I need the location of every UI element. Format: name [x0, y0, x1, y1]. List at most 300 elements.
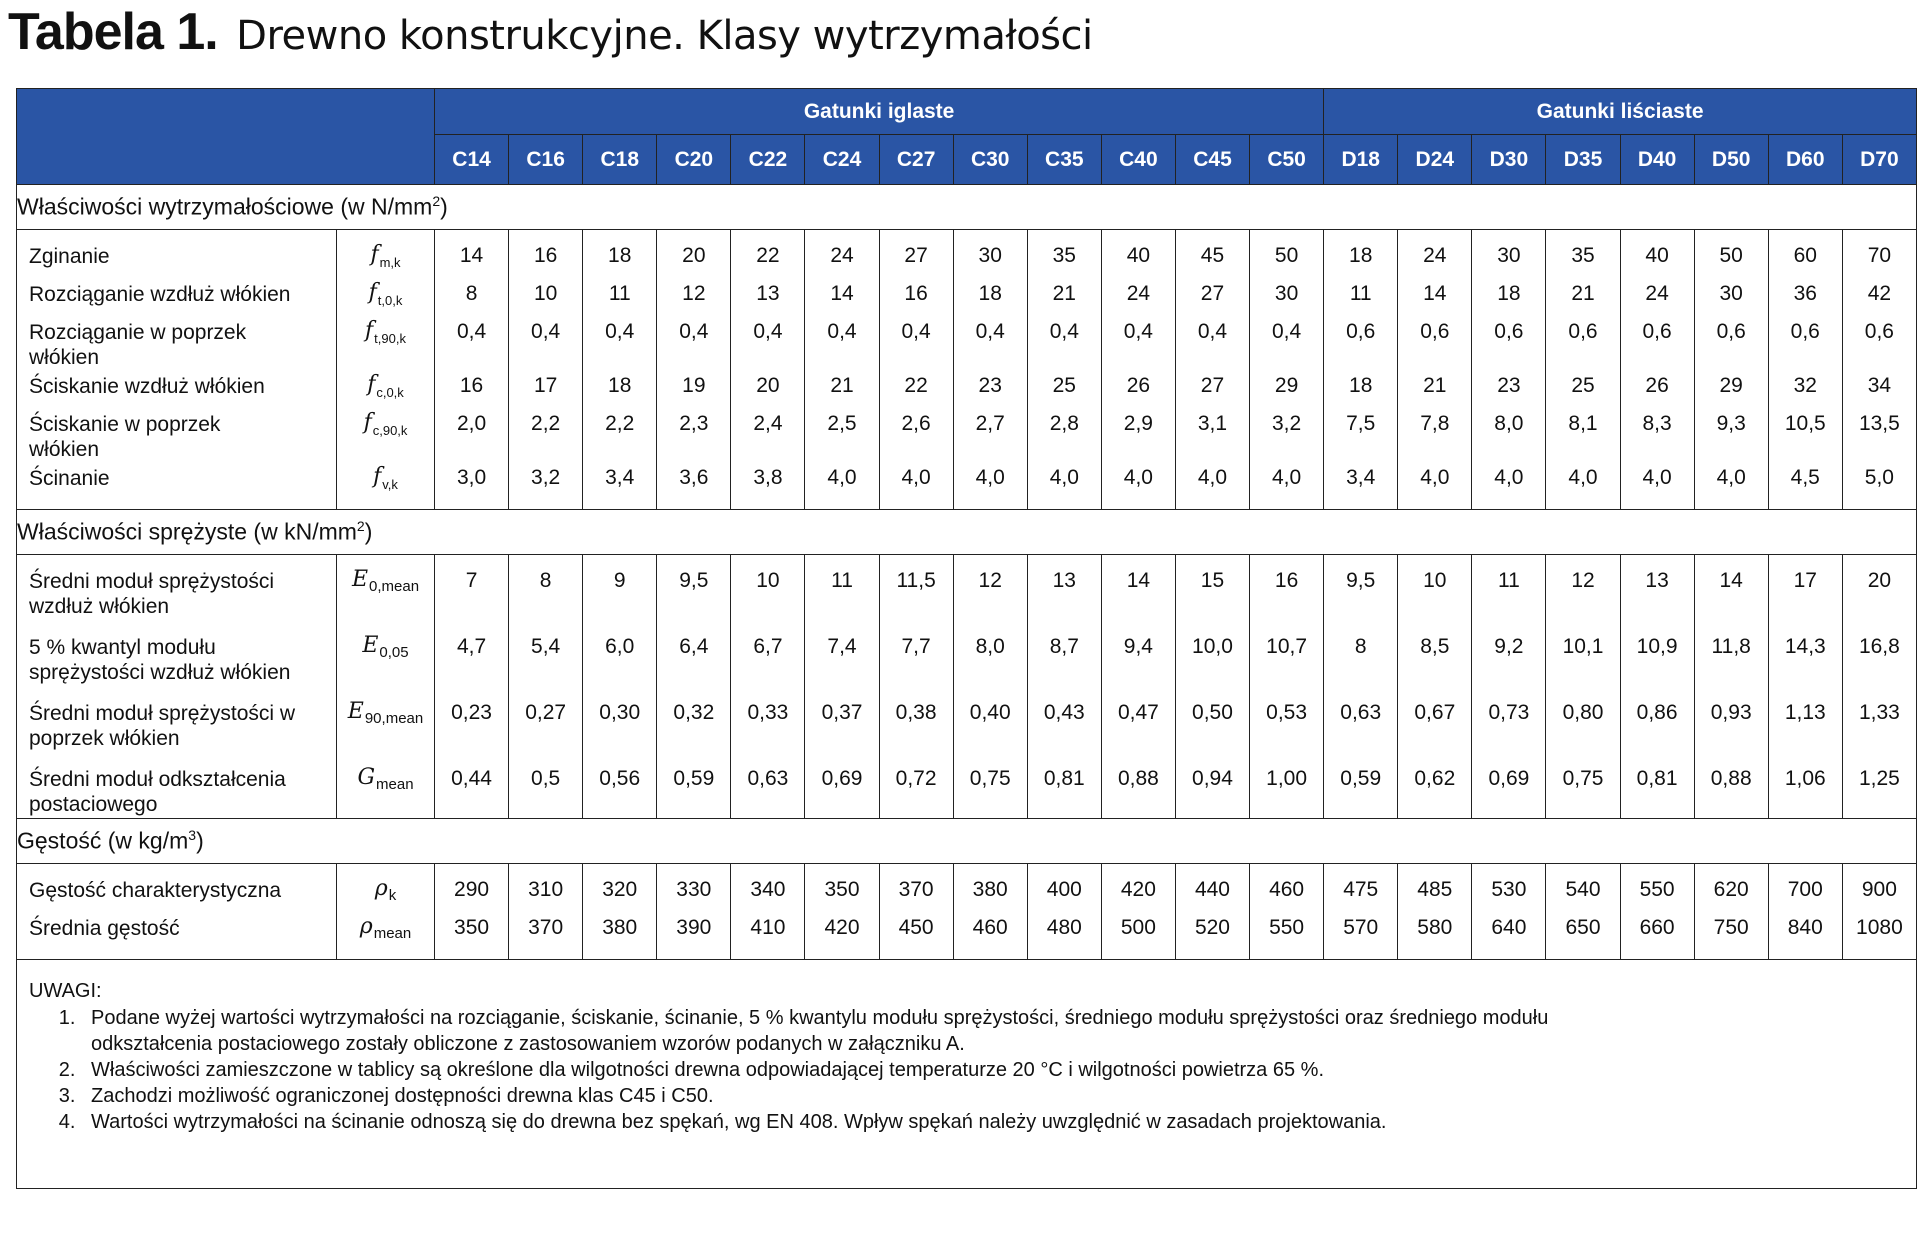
section-heading [17, 819, 1917, 864]
value-cell: 10 [1398, 555, 1472, 621]
value-cell: 0,6 [1768, 316, 1842, 370]
value-cell: 7,8 [1398, 408, 1472, 462]
value-cell: 2,7 [953, 408, 1027, 462]
value-cell: 3,6 [657, 462, 731, 510]
value-cell: 480 [1027, 912, 1101, 960]
value-cell: 13 [1027, 555, 1101, 621]
value-cell: 350 [435, 912, 509, 960]
value-cell: 29 [1250, 370, 1324, 408]
value-cell: 6,7 [731, 621, 805, 687]
value-cell: 0,6 [1546, 316, 1620, 370]
value-cell: 1080 [1842, 912, 1916, 960]
table-title [8, 2, 1093, 72]
value-cell: 19 [657, 370, 731, 408]
class-header: D24 [1398, 135, 1472, 185]
value-cell: 14 [1101, 555, 1175, 621]
value-cell: 7 [435, 555, 509, 621]
symbol-letter: f [368, 279, 377, 305]
symbol-subscript: t,0,k [377, 292, 403, 308]
value-cell: 1,33 [1842, 687, 1916, 753]
value-cell: 4,0 [1694, 462, 1768, 510]
symbol-subscript: m,k [379, 255, 401, 270]
value-cell: 1,06 [1768, 753, 1842, 819]
value-cell: 750 [1694, 912, 1768, 960]
table-title-caption: Drewno konstrukcyjne. Klasy wytrzymałości [236, 13, 1093, 59]
value-cell: 16 [509, 230, 583, 278]
class-header: C30 [953, 135, 1027, 185]
value-cell: 8 [435, 278, 509, 316]
value-cell: 0,86 [1620, 687, 1694, 753]
property-label-line: Ścinanie [29, 466, 110, 490]
value-cell: 475 [1324, 864, 1398, 912]
value-cell: 9,5 [657, 555, 731, 621]
symbol-subscript: t,90,k [374, 330, 406, 346]
value-cell: 0,4 [657, 316, 731, 370]
value-cell: 22 [731, 230, 805, 278]
symbol-letter: f [373, 463, 382, 489]
value-cell: 14,3 [1768, 621, 1842, 687]
value-cell: 40 [1620, 230, 1694, 278]
value-cell: 0,4 [1101, 316, 1175, 370]
value-cell: 70 [1842, 230, 1916, 278]
value-cell: 4,0 [1027, 462, 1101, 510]
value-cell: 340 [731, 864, 805, 912]
value-cell: 20 [731, 370, 805, 408]
value-cell: 0,4 [509, 316, 583, 370]
value-cell: 11 [583, 278, 657, 316]
value-cell: 380 [953, 864, 1027, 912]
class-header: C24 [805, 135, 879, 185]
value-cell: 10,0 [1175, 621, 1249, 687]
symbol-letter: f [370, 242, 379, 267]
section-heading-close: ) [364, 518, 373, 545]
property-symbol [337, 687, 435, 753]
value-cell: 2,8 [1027, 408, 1101, 462]
value-cell: 0,4 [1027, 316, 1101, 370]
value-cell: 550 [1250, 912, 1324, 960]
note-line: 2. Właściwości zamieszczone w tablicy są określone dla wilgotności drewna odpowiadającej temperaturze 20 °C i wilgotności powietrza 65 %. [91, 1059, 1325, 1081]
value-cell: 550 [1620, 864, 1694, 912]
value-cell: 2,2 [509, 408, 583, 462]
value-cell: 540 [1546, 864, 1620, 912]
symbol-subscript: mean [376, 775, 414, 793]
class-header: C45 [1175, 135, 1249, 185]
value-cell: 3,4 [1324, 462, 1398, 510]
symbol-letter: E [362, 632, 379, 658]
value-cell: 23 [1472, 370, 1546, 408]
value-cell: 21 [1546, 278, 1620, 316]
value-cell: 0,6 [1398, 316, 1472, 370]
class-header: D18 [1324, 135, 1398, 185]
table-row [17, 864, 1917, 912]
property-label [17, 753, 337, 819]
value-cell: 0,4 [1250, 316, 1324, 370]
value-cell: 7,7 [879, 621, 953, 687]
value-cell: 530 [1472, 864, 1546, 912]
table-title-number: Tabela 1. [8, 3, 218, 61]
value-cell: 0,81 [1027, 753, 1101, 819]
value-cell: 21 [1398, 370, 1472, 408]
value-cell: 16 [435, 370, 509, 408]
property-symbol [337, 912, 435, 960]
property-label-line: Ściskanie wzdłuż włókien [29, 374, 265, 398]
value-cell: 520 [1175, 912, 1249, 960]
property-symbol [337, 753, 435, 819]
value-cell: 4,0 [1472, 462, 1546, 510]
value-cell: 570 [1324, 912, 1398, 960]
value-cell: 700 [1768, 864, 1842, 912]
property-symbol [337, 278, 435, 316]
value-cell: 8,1 [1546, 408, 1620, 462]
value-cell: 30 [1250, 278, 1324, 316]
class-header: C35 [1027, 135, 1101, 185]
value-cell: 4,5 [1768, 462, 1842, 510]
value-cell: 12 [1546, 555, 1620, 621]
property-symbol [337, 370, 435, 408]
value-cell: 0,73 [1472, 687, 1546, 753]
value-cell: 0,43 [1027, 687, 1101, 753]
class-header: C40 [1101, 135, 1175, 185]
value-cell: 4,0 [1175, 462, 1249, 510]
value-cell: 16,8 [1842, 621, 1916, 687]
table-row [17, 370, 1917, 408]
symbol-subscript: v,k [382, 476, 398, 492]
value-cell: 2,6 [879, 408, 953, 462]
class-header: C27 [879, 135, 953, 185]
value-cell: 11,5 [879, 555, 953, 621]
property-label [17, 462, 337, 510]
value-cell: 25 [1546, 370, 1620, 408]
value-cell: 0,59 [657, 753, 731, 819]
value-cell: 660 [1620, 912, 1694, 960]
value-cell: 0,5 [509, 753, 583, 819]
value-cell: 14 [805, 278, 879, 316]
note-item [81, 1109, 1904, 1135]
value-cell: 0,4 [583, 316, 657, 370]
value-cell: 18 [583, 370, 657, 408]
value-cell: 0,69 [1472, 753, 1546, 819]
value-cell: 25 [1027, 370, 1101, 408]
value-cell: 330 [657, 864, 731, 912]
value-cell: 450 [879, 912, 953, 960]
value-cell: 320 [583, 864, 657, 912]
value-cell: 900 [1842, 864, 1916, 912]
value-cell: 40 [1101, 230, 1175, 278]
value-cell: 0,81 [1620, 753, 1694, 819]
class-header: C16 [509, 135, 583, 185]
value-cell: 650 [1546, 912, 1620, 960]
value-cell: 640 [1472, 912, 1546, 960]
note-line: 4. Wartości wytrzymałości na ścinanie odnoszą się do drewna bez spękań, wg EN 408. Wpływ spękań należy uwzględnić w zasadach projektowania. [91, 1111, 1387, 1133]
value-cell: 13,5 [1842, 408, 1916, 462]
property-label-line: poprzek włókien [29, 726, 180, 750]
value-cell: 620 [1694, 864, 1768, 912]
value-cell: 24 [1101, 278, 1175, 316]
value-cell: 3,1 [1175, 408, 1249, 462]
section-heading-text: Gęstość (w kg/m [17, 827, 189, 854]
value-cell: 290 [435, 864, 509, 912]
value-cell: 50 [1694, 230, 1768, 278]
property-label [17, 408, 337, 462]
value-cell: 0,4 [731, 316, 805, 370]
value-cell: 4,0 [1398, 462, 1472, 510]
property-symbol [337, 230, 435, 278]
value-cell: 7,4 [805, 621, 879, 687]
value-cell: 2,3 [657, 408, 731, 462]
strength-classes-table [16, 88, 1917, 1189]
value-cell: 0,63 [1324, 687, 1398, 753]
value-cell: 20 [657, 230, 731, 278]
value-cell: 0,4 [953, 316, 1027, 370]
value-cell: 14 [1398, 278, 1472, 316]
table-row [17, 408, 1917, 462]
table-row [17, 316, 1917, 370]
value-cell: 8,0 [1472, 408, 1546, 462]
symbol-subscript: 90,mean [364, 709, 424, 727]
notes-section [17, 960, 1917, 1189]
value-cell: 0,4 [879, 316, 953, 370]
table-row [17, 912, 1917, 960]
value-cell: 27 [1175, 278, 1249, 316]
value-cell: 0,6 [1842, 316, 1916, 370]
value-cell: 16 [879, 278, 953, 316]
value-cell: 10,5 [1768, 408, 1842, 462]
value-cell: 0,4 [805, 316, 879, 370]
value-cell: 9,2 [1472, 621, 1546, 687]
property-symbol [337, 555, 435, 621]
table-row [17, 462, 1917, 510]
value-cell: 0,88 [1101, 753, 1175, 819]
property-label [17, 316, 337, 370]
value-cell: 27 [879, 230, 953, 278]
class-header: C14 [435, 135, 509, 185]
property-label [17, 621, 337, 687]
value-cell: 0,47 [1101, 687, 1175, 753]
value-cell: 0,38 [879, 687, 953, 753]
property-label-line: Rozciąganie w poprzek [29, 320, 247, 344]
value-cell: 29 [1694, 370, 1768, 408]
value-cell: 50 [1250, 230, 1324, 278]
value-cell: 8,0 [953, 621, 1027, 687]
value-cell: 24 [1620, 278, 1694, 316]
property-label-line: Średni moduł odkształcenia [29, 767, 286, 791]
value-cell: 45 [1175, 230, 1249, 278]
value-cell: 485 [1398, 864, 1472, 912]
value-cell: 0,50 [1175, 687, 1249, 753]
class-header: D70 [1842, 135, 1916, 185]
value-cell: 370 [509, 912, 583, 960]
value-cell: 18 [953, 278, 1027, 316]
value-cell: 0,4 [435, 316, 509, 370]
value-cell: 0,56 [583, 753, 657, 819]
value-cell: 10,7 [1250, 621, 1324, 687]
property-label [17, 912, 337, 960]
property-label-line: włókien [29, 437, 100, 461]
value-cell: 2,2 [583, 408, 657, 462]
value-cell: 22 [879, 370, 953, 408]
group-header: Gatunki iglaste [435, 89, 1324, 135]
value-cell: 8,7 [1027, 621, 1101, 687]
value-cell: 10 [509, 278, 583, 316]
value-cell: 10,1 [1546, 621, 1620, 687]
value-cell: 380 [583, 912, 657, 960]
value-cell: 10 [731, 555, 805, 621]
property-label [17, 687, 337, 753]
property-label-line: postaciowego [29, 792, 158, 816]
value-cell: 2,4 [731, 408, 805, 462]
value-cell: 1,13 [1768, 687, 1842, 753]
value-cell: 4,0 [953, 462, 1027, 510]
symbol-subscript: c,90,k [372, 422, 408, 438]
value-cell: 5,4 [509, 621, 583, 687]
value-cell: 400 [1027, 864, 1101, 912]
property-label-line: 5 % kwantyl modułu [29, 635, 216, 659]
value-cell: 3,0 [435, 462, 509, 510]
value-cell: 0,59 [1324, 753, 1398, 819]
property-symbol [337, 864, 435, 912]
value-cell: 0,33 [731, 687, 805, 753]
value-cell: 6,4 [657, 621, 731, 687]
notes-list [29, 1005, 1904, 1135]
value-cell: 36 [1768, 278, 1842, 316]
value-cell: 0,40 [953, 687, 1027, 753]
value-cell: 0,88 [1694, 753, 1768, 819]
value-cell: 0,62 [1398, 753, 1472, 819]
section-heading-close: ) [440, 193, 448, 220]
value-cell: 0,67 [1398, 687, 1472, 753]
value-cell: 420 [805, 912, 879, 960]
value-cell: 2,5 [805, 408, 879, 462]
section-heading-exponent: 3 [188, 827, 197, 844]
value-cell: 4,0 [1101, 462, 1175, 510]
value-cell: 0,93 [1694, 687, 1768, 753]
class-header: C20 [657, 135, 731, 185]
symbol-subscript: k [388, 887, 397, 904]
value-cell: 310 [509, 864, 583, 912]
note-item [81, 1005, 1904, 1057]
value-cell: 11 [805, 555, 879, 621]
value-cell: 26 [1101, 370, 1175, 408]
table-row [17, 555, 1917, 621]
value-cell: 17 [1768, 555, 1842, 621]
table-row [17, 753, 1917, 819]
property-label [17, 230, 337, 278]
value-cell: 11 [1472, 555, 1546, 621]
value-cell: 2,0 [435, 408, 509, 462]
value-cell: 9,5 [1324, 555, 1398, 621]
class-header: C50 [1250, 135, 1324, 185]
value-cell: 3,2 [509, 462, 583, 510]
group-header: Gatunki liściaste [1324, 89, 1917, 135]
property-label-line: wzdłuż włókien [29, 595, 170, 618]
value-cell: 5,0 [1842, 462, 1916, 510]
value-cell: 20 [1842, 555, 1916, 621]
value-cell: 840 [1768, 912, 1842, 960]
property-label-line: Ściskanie w poprzek [29, 412, 221, 436]
table-row [17, 621, 1917, 687]
value-cell: 21 [1027, 278, 1101, 316]
value-cell: 0,75 [1546, 753, 1620, 819]
value-cell: 34 [1842, 370, 1916, 408]
value-cell: 0,80 [1546, 687, 1620, 753]
symbol-letter: G [357, 764, 376, 790]
section-heading-text: Właściwości sprężyste (w kN/mm [17, 518, 357, 545]
value-cell: 0,6 [1472, 316, 1546, 370]
value-cell: 18 [1472, 278, 1546, 316]
value-cell: 35 [1546, 230, 1620, 278]
value-cell: 8 [1324, 621, 1398, 687]
value-cell: 0,53 [1250, 687, 1324, 753]
note-line: 1. Podane wyżej wartości wytrzymałości na rozciąganie, ściskanie, ścinanie, 5 % kwantylu modułu sprężystości, średniego modułu sprężystości oraz średniego modułu [91, 1007, 1549, 1029]
value-cell: 21 [805, 370, 879, 408]
property-symbol [337, 462, 435, 510]
symbol-letter: ρ [374, 876, 388, 901]
symbol-subscript: c,0,k [376, 384, 404, 400]
value-cell: 0,23 [435, 687, 509, 753]
section-heading-exponent: 2 [432, 193, 441, 210]
value-cell: 0,27 [509, 687, 583, 753]
value-cell: 0,6 [1694, 316, 1768, 370]
value-cell: 440 [1175, 864, 1249, 912]
property-label-line: Gęstość charakterystyczna [29, 879, 282, 902]
note-item [81, 1057, 1904, 1083]
value-cell: 24 [1398, 230, 1472, 278]
value-cell: 580 [1398, 912, 1472, 960]
value-cell: 0,63 [731, 753, 805, 819]
property-symbol [337, 408, 435, 462]
note-line: 3. Zachodzi możliwość ograniczonej dostępności drewna klas C45 i C50. [91, 1085, 714, 1107]
value-cell: 420 [1101, 864, 1175, 912]
value-cell: 0,69 [805, 753, 879, 819]
value-cell: 4,0 [805, 462, 879, 510]
value-cell: 0,32 [657, 687, 731, 753]
property-label-line: Średni moduł sprężystości [29, 570, 275, 593]
note-item [81, 1083, 1904, 1109]
property-label [17, 370, 337, 408]
value-cell: 1,00 [1250, 753, 1324, 819]
value-cell: 0,4 [1175, 316, 1249, 370]
value-cell: 9,3 [1694, 408, 1768, 462]
symbol-letter: f [363, 409, 372, 435]
section-heading [17, 185, 1917, 230]
notes-title: UWAGI: [29, 980, 102, 1002]
value-cell: 7,5 [1324, 408, 1398, 462]
value-cell: 8,3 [1620, 408, 1694, 462]
value-cell: 390 [657, 912, 731, 960]
class-header: D50 [1694, 135, 1768, 185]
value-cell: 24 [805, 230, 879, 278]
section-heading-close: ) [196, 827, 204, 854]
value-cell: 370 [879, 864, 953, 912]
value-cell: 42 [1842, 278, 1916, 316]
value-cell: 11 [1324, 278, 1398, 316]
value-cell: 60 [1768, 230, 1842, 278]
value-cell: 13 [731, 278, 805, 316]
value-cell: 500 [1101, 912, 1175, 960]
value-cell: 14 [1694, 555, 1768, 621]
section-heading-text: Właściwości wytrzymałościowe (w N/mm [17, 193, 433, 220]
value-cell: 6,0 [583, 621, 657, 687]
symbol-letter: f [367, 371, 376, 397]
value-cell: 8 [509, 555, 583, 621]
property-label-line: sprężystości wzdłuż włókien [29, 660, 291, 684]
section-heading [17, 510, 1917, 555]
value-cell: 0,72 [879, 753, 953, 819]
header-blank-cell [17, 89, 435, 185]
symbol-letter: E [351, 567, 368, 592]
class-header: D30 [1472, 135, 1546, 185]
value-cell: 27 [1175, 370, 1249, 408]
